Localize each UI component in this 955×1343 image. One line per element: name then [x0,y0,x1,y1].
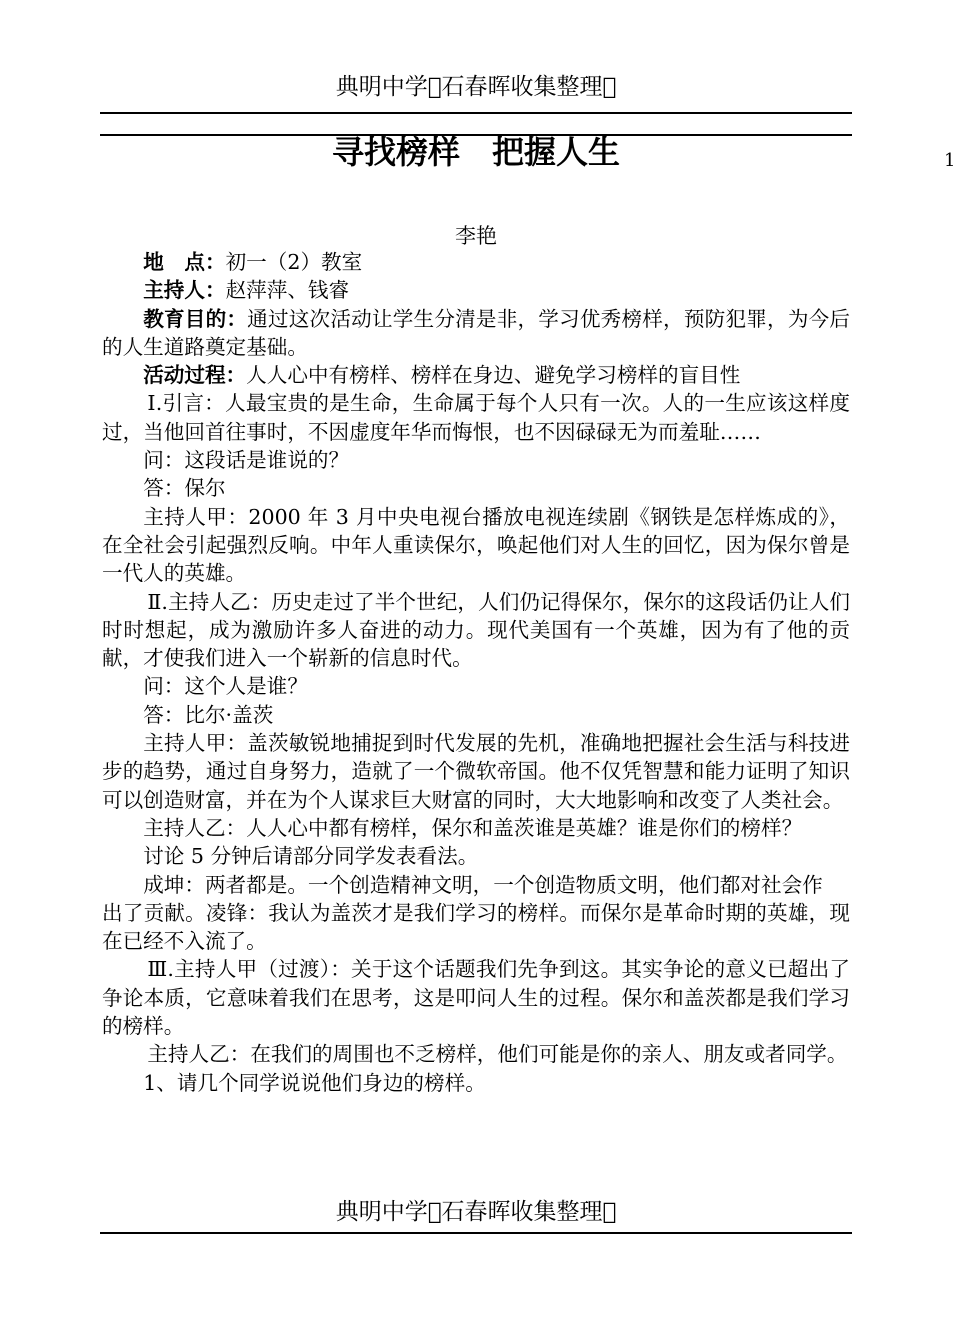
field-label: 教育目的： [143,306,248,331]
paragraph: 讨论 5 分钟后请部分同学发表看法。 [143,844,479,869]
paragraph: 主持人甲：盖茨敏锐地捕捉到时代发展的先机，准确地把握社会生活与科技进步的趋势，通过自身努力，造就了一个微软帝国。他不仅凭智慧和能力证明了知识可以创造财富，并在为个人谋求巨大财富的同时，大大地影响和改变了人类社会。 [102,731,850,812]
document-title: 寻找榜样 把握人生 [331,133,620,171]
footer-rule [100,1232,852,1234]
document-body [102,248,850,1097]
field-host [102,276,850,304]
field-label: 地 点： [143,250,226,274]
paragraph: 问：这个人是谁？ [143,674,308,699]
page-edge-mark: 1 [944,150,955,171]
field-label: 活动过程： [143,363,247,388]
paragraph: 主持人乙：人人心中都有榜样，保尔和盖茨谁是英雄？谁是你们的榜样？ [143,815,803,840]
paragraph: Ⅱ.主持人乙：历史走过了半个世纪，人们仍记得保尔，保尔的这段话仍让人们时时想起，成为激励许多人奋进的动力。现代美国有一个英雄，因为有了他的贡献，才使我们进入一个崭新的信息时代。 [102,589,850,671]
field-goal [102,305,850,362]
header-rule-top [100,112,852,114]
field-value: 通过这次活动让学生分清是非，学习优秀榜样，预防犯罪，为今后的人生道路奠定基础。 [102,306,851,359]
field-process [102,361,850,389]
paragraph: Ⅰ.引言：人最宝贵的是生命，生命属于每个人只有一次。人的一生应该这样度过，当他回首往事时，不因虚度年华而悔恨，也不因碌碌无为而羞耻…… [102,391,850,444]
field-value: 赵萍萍、钱睿 [225,278,350,303]
paragraph: 1、请几个同学说说他们身边的榜样。 [143,1070,486,1095]
page-header: 典明中学 石春晖收集整理  [335,74,617,100]
paragraph: 成坤：两者都是。一个创造精神文明，一个创造物质文明，他们都对社会作 [143,872,823,897]
paragraph: 问：这段话是谁说的？ [143,448,350,473]
author-name: 李艳 [455,224,497,248]
field-label: 主持人： [143,278,226,303]
field-location [102,248,850,276]
paragraph: 答：比尔·盖茨 [143,702,274,727]
paragraph: 主持人乙：在我们的周围也不乏榜样，他们可能是你的亲人、朋友或者同学。 [147,1042,848,1067]
field-value: 初一（2）教室 [225,250,363,274]
paragraph: 答：保尔 [143,476,226,501]
field-value: 人人心中有榜样、榜样在身边、避免学习榜样的盲目性 [246,363,741,388]
paragraph: 出了贡献。凌锋：我认为盖茨才是我们学习的榜样。而保尔是革命时期的英雄，现在已经不入流了。 [102,900,850,954]
paragraph: 主持人甲：2000 年 3 月中央电视台播放电视连续剧《钢铁是怎样炼成的》，在全社会引起强烈反响。中年人重读保尔，唤起他们对人生的回忆，因为保尔曾是一代人的英雄。 [102,504,850,586]
page-footer: 典明中学 石春晖收集整理  [335,1199,617,1225]
paragraph: Ⅲ.主持人甲（过渡）：关于这个话题我们先争到这。其实争论的意义已超出了争论本质，它意味着我们在思考，这是叩问人生的过程。保尔和盖茨都是我们学习的榜样。 [102,957,850,1039]
